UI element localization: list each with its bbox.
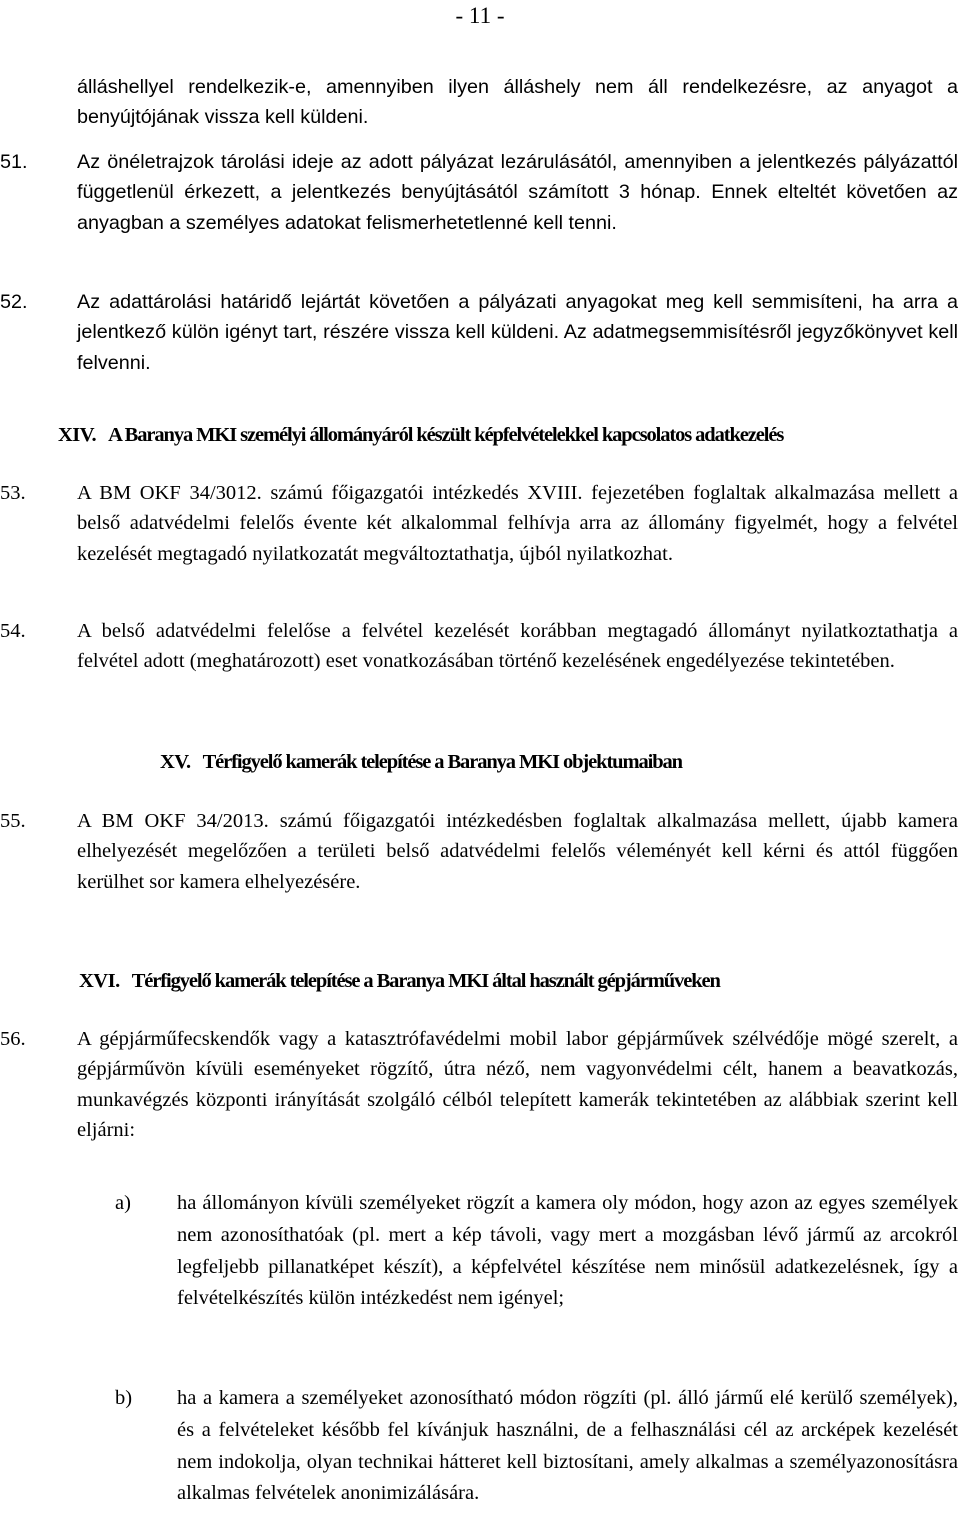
subpoint-text: ha a kamera a személyeket azonosítható módon rögzíti (pl. álló jármű elé kerülő személyek), és a felvételeket később fel kívánjuk használni, de a felhasználási cél az arcképek kezelését nem indokolja, olyan technikai hátteret kell biztosítani, amely alkalmas a személyazonosításra alkalmas felvételek anonimizálására.	[177, 1387, 958, 1505]
section-heading-xiv	[58, 424, 783, 447]
paragraph-text: A gépjárműfecskendők vagy a katasztrófavédelmi mobil labor gépjárművek szélvédője mögé szerelt, a gépjárművön kívüli eseményeket rögzítő, útra néző, nem vagyonvédelmi célt, hanem a beavatkozás, munkavégzés központi irányítását szolgáló célból telepített kamerák tekintetében az alábbiak szerint kell eljárni:	[77, 1028, 958, 1141]
paragraph-number: 54.	[0, 620, 26, 642]
paragraph-number: 52.	[0, 291, 28, 313]
section-number: XIV.	[58, 424, 97, 446]
subpoint-b	[115, 1383, 958, 1510]
paragraph-text: álláshellyel rendelkezik-e, amennyiben ilyen álláshely nem áll rendelkezésre, az anyagot a benyújtójának vissza kell küldeni.	[77, 76, 958, 129]
page-number: - 11 -	[455, 3, 505, 28]
subpoint-label: b)	[115, 1387, 133, 1409]
paragraph-number: 55.	[0, 810, 26, 832]
section-title: Térfigyelő kamerák telepítése a Baranya MKI objektumaiban	[202, 751, 682, 773]
continuation-paragraph	[77, 72, 958, 133]
paragraph-text: Az önéletrajzok tárolási ideje az adott pályázat lezárulásától, amennyiben a jelentkezés pályázattól függetlenül érkezett, a jelentkezés benyújtásától számított 3 hónap. Ennek elteltét követően az anyagban a személyes adatokat felismerhetetlenné kell tenni.	[77, 151, 958, 234]
section-heading-xvi	[79, 970, 720, 993]
paragraph-number: 56.	[0, 1028, 26, 1050]
subpoint-a	[115, 1188, 958, 1315]
section-heading-xv	[160, 751, 682, 774]
paragraph-text: A belső adatvédelmi felelőse a felvétel kezelését korábban megtagadó állományt nyilatkoztathatja a felvétel adott (meghatározott) eset vonatkozásában történő kezelésének engedélyezése tekintetében.	[77, 620, 958, 673]
subpoint-label: a)	[115, 1192, 131, 1214]
paragraph-number: 53.	[0, 482, 26, 504]
section-number: XV.	[160, 751, 191, 773]
paragraph-52	[0, 287, 958, 378]
section-title: A Baranya MKI személyi állományáról készült képfelvételekkel kapcsolatos adatkezelés	[108, 424, 784, 446]
section-title: Térfigyelő kamerák telepítése a Baranya MKI által használt gépjárműveken	[131, 970, 720, 992]
paragraph-number: 51.	[0, 151, 28, 173]
paragraph-text: Az adattárolási határidő lejártát követően a pályázati anyagokat meg kell semmisíteni, ha arra a jelentkező külön igényt tart, részére vissza kell küldeni. Az adatmegsemmisítésről jegyzőkönyvet kell felvenni.	[77, 291, 958, 374]
paragraph-54	[0, 616, 958, 677]
paragraph-text: A BM OKF 34/2013. számú főigazgatói intézkedésben foglaltak alkalmazása mellett, újabb kamera elhelyezését megelőzően a területi belső adatvédelmi felelős véleményét kell kérni és attól függően kerülhet sor kamera elhelyezésére.	[77, 810, 958, 893]
paragraph-51	[0, 147, 958, 238]
paragraph-text: A BM OKF 34/3012. számú főigazgatói intézkedés XVIII. fejezetében foglaltak alkalmazása mellett a belső adatvédelmi felelős évente két alkalommal felhívja arra az állomány figyelmét, hogy a felvétel kezelését megtagadó nyilatkozatát megváltoztathatja, újból nyilatkozhat.	[77, 482, 958, 565]
subpoint-text: ha állományon kívüli személyeket rögzít a kamera oly módon, hogy azon az egyes személyek nem azonosíthatóak (pl. mert a kép távoli, vagy mert a mozgásban lévő jármű az arcokról legfeljebb pillanatképet készít), a képfelvétel készítése nem minősül adatkezelésnek, így a felvételkészítés külön intézkedést nem igényel;	[177, 1192, 958, 1310]
section-number: XVI.	[79, 970, 120, 992]
paragraph-53	[0, 478, 958, 569]
paragraph-55	[0, 806, 958, 897]
paragraph-56	[0, 1024, 958, 1145]
